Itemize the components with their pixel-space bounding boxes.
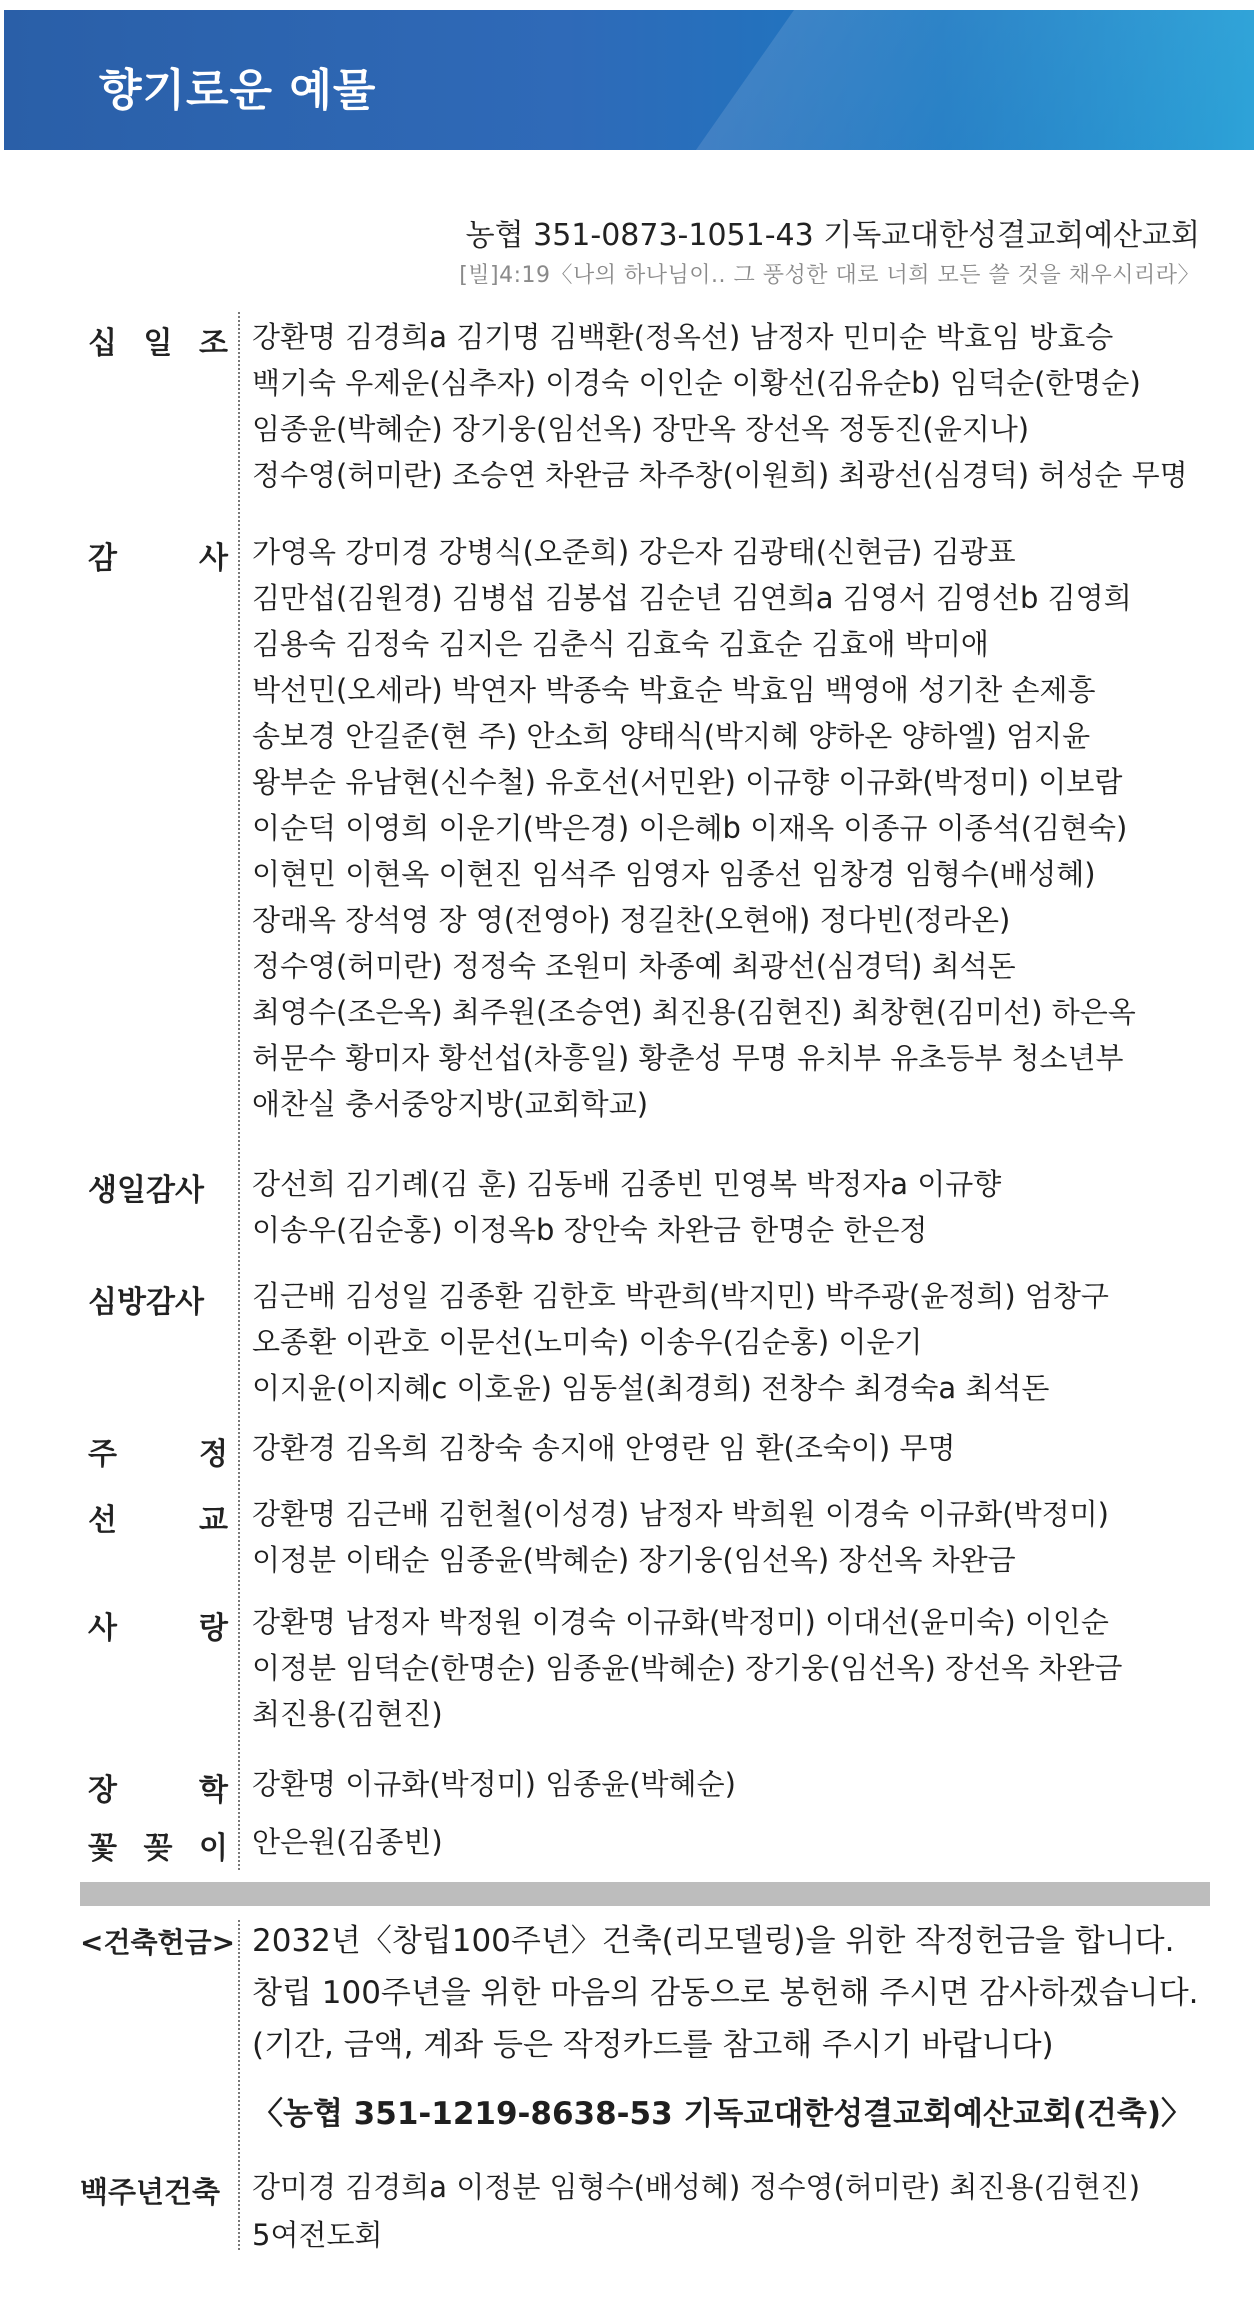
header-banner xyxy=(4,10,1254,150)
bible-verse: [빌]4:19〈나의 하나님이.. 그 풍성한 대로 너희 모든 쓸 것을 채우시리라〉 xyxy=(459,263,1200,288)
building-text: 2032년〈창립100주년〉건축(리모델링)을 위한 작정헌금을 합니다. 창립 100주년을 위한 마음의 감동으로 봉헌해 주시면 감사하겠습니다. (기간, 금액, 계좌 등은 작정카드를 참고해 주시기 바랍니다) xyxy=(252,1923,1199,2063)
section-names: 강환명 김근배 김헌철(이성경) 남정자 박희원 이경숙 이규화(박정미) 이정분 이태순 임종윤(박혜순) 장기웅(임선옥) 장선옥 차완금 xyxy=(252,1497,1109,1577)
section-label: 꽃 꽂 이 xyxy=(88,1831,228,1866)
section-separator xyxy=(80,1882,1210,1906)
bank-account: 농협 351-0873-1051-43 기독교대한성결교회예산교회 xyxy=(465,218,1200,253)
column-divider xyxy=(238,312,240,1870)
banner-shade xyxy=(696,10,1254,150)
section-names: 강환명 이규화(박정미) 임종윤(박혜순) xyxy=(252,1767,736,1801)
section-names: 김근배 김성일 김종환 김한호 박관희(박지민) 박주광(윤정희) 엄창구 오종환 이관호 이문선(노미숙) 이송우(김순홍) 이운기 이지윤(이지혜c 이호윤) 임동설(최경희) 전창수 최경숙a 최석돈 xyxy=(252,1279,1109,1405)
section-label: 생일감사 xyxy=(88,1173,204,1208)
section-label: 선 교 xyxy=(88,1503,228,1538)
section-label: 사 랑 xyxy=(88,1611,228,1646)
section-names: 안은원(김종빈) xyxy=(252,1825,443,1859)
section-label: 장 학 xyxy=(88,1773,228,1808)
section-names: 강선희 김기례(김 훈) 김동배 김종빈 민영복 박정자a 이규향 이송우(김순홍) 이정옥b 장안숙 차완금 한명순 한은정 xyxy=(252,1167,1002,1247)
section-names: 강환명 남정자 박정원 이경숙 이규화(박정미) 이대선(윤미숙) 이인순 이정분 임덕순(한명순) 임종윤(박혜순) 장기웅(임선옥) 장선옥 차완금 최진용(김현진) xyxy=(252,1605,1123,1731)
section-label: 심방감사 xyxy=(88,1285,204,1320)
section-names: 강환명 김경희a 김기명 김백환(정옥선) 남정자 민미순 박효임 방효승 백기숙 우제운(심추자) 이경숙 이인순 이황선(김유순b) 임덕순(한명순) 임종윤(박혜순) 장기웅(임선옥) 장만옥 장선옥 정동진(윤지나) 정수영(허미란) 조승연 차완금 차주창(이원희) 최광선(심경덕) 허성순 무명 xyxy=(252,320,1188,492)
section-label: 십 일 조 xyxy=(88,326,228,361)
section-label: 감 사 xyxy=(88,541,228,576)
column-divider-lower xyxy=(238,1920,240,2250)
section-names: 가영옥 강미경 강병식(오준희) 강은자 김광태(신현금) 김광표 김만섭(김원경) 김병섭 김봉섭 김순년 김연희a 김영서 김영선b 김영희 김용숙 김정숙 김지은 김춘식 김효숙 김효순 김효애 박미애 박선민(오세라) 박연자 박종숙 박효순 박효임 백영애 성기찬 손제흥 송보경 안길준(현 주) 안소희 양태식(박지혜 양하온 양하엘) 엄지윤 왕부순 유남현(신수철) 유호선(서민완) 이규향 이규화(박정미) 이보람 이순덕 이영희 이운기(박은경) 이은혜b 이재옥 이종규 이종석(김현숙) 이현민 이현옥 이현진 임석주 임영자 임종선 임창경 임형수(배성혜) 장래옥 장석영 장 영(전영아) 정길찬(오현애) 정다빈(정라온) 정수영(허미란) 정정숙 조원미 차종예 최광선(심경덕) 최석돈 최영수(조은옥) 최주원(조승연) 최진용(김현진) 최창현(김미선) 하은옥 허문수 황미자 황선섭(차흥일) 황춘성 무명 유치부 유초등부 청소년부 애찬실 충서중앙지방(교회학교) xyxy=(252,535,1136,1121)
page-title: 향기로운 예물 xyxy=(99,65,377,116)
centennial-names: 강미경 김경희a 이정분 임형수(배성혜) 정수영(허미란) 최진용(김현진) 5여전도회 xyxy=(252,2170,1141,2252)
building-label: <건축헌금> xyxy=(80,1926,236,1959)
centennial-label: 백주년건축 xyxy=(80,2175,221,2209)
section-label: 주 정 xyxy=(88,1437,228,1472)
building-account: 〈농협 351-1219-8638-53 기독교대한성결교회예산교회(건축)〉 xyxy=(252,2096,1193,2132)
section-names: 강환경 김옥희 김창숙 송지애 안영란 임 환(조숙이) 무명 xyxy=(252,1431,956,1465)
